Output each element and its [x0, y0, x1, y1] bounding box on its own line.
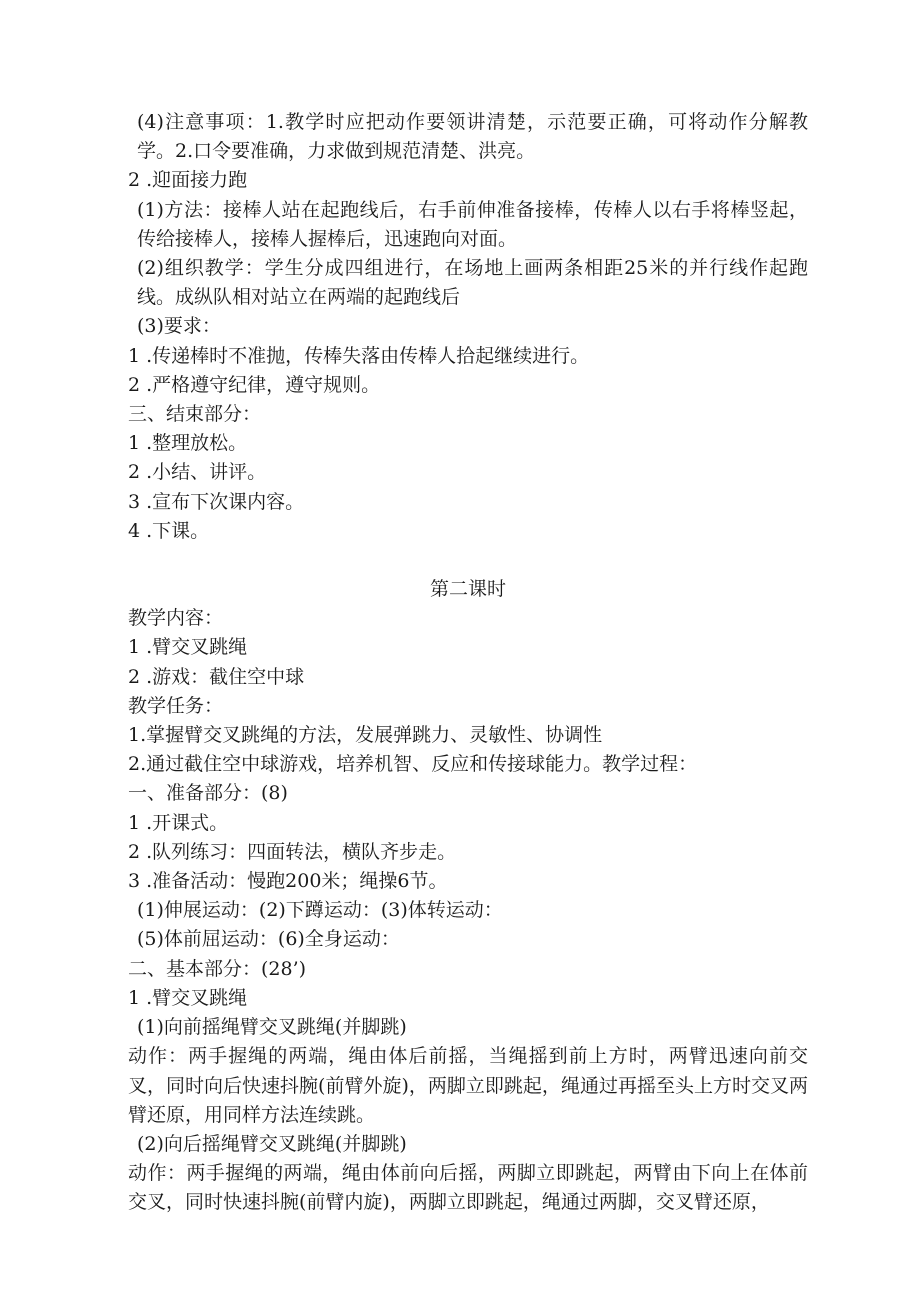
relay-requirements-heading: (3)要求：: [137, 315, 221, 338]
relay-organization-paragraph: (2)组织教学：学生分成四组进行，在场地上画两条相距25米的并行线作起跑线。成纵队相对站立在两端的起跑线后: [137, 257, 808, 309]
task-item: 2.通过截住空中球游戏，培养机智、反应和传接球能力。教学过程：: [128, 753, 698, 776]
exercise-subitems: (5)体前屈运动：(6)全身运动：: [137, 928, 400, 951]
relay-requirement-item: 2 .严格遵守纪律，遵守规则。: [128, 373, 381, 396]
content-item: 1 .臂交叉跳绳: [128, 636, 248, 659]
task-item: 1.掌握臂交叉跳绳的方法，发展弹跳力、灵敏性、协调性: [128, 724, 603, 747]
ending-item: 4 .下课。: [128, 519, 210, 542]
content-item: 2 .游戏：截住空中球: [128, 665, 305, 688]
forward-skip-action: 动作：两手握绳的两端，绳由体后前摇，当绳摇到前上方时，两臂迅速向前交叉，同时向后快速抖腕(前臂外旋)，两脚立即跳起，绳通过再摇至头上方时交叉两臂还原，用同样方法连续跳。: [128, 1045, 808, 1126]
forward-skip-heading: (1)向前摇绳臂交叉跳绳(并脚跳): [137, 1016, 407, 1039]
ending-section-heading: 三、结束部分：: [128, 403, 262, 426]
ending-item: 1 .整理放松。: [128, 432, 248, 455]
basic-item: 1 .臂交叉跳绳: [128, 986, 248, 1009]
task-heading: 教学任务：: [128, 694, 224, 717]
section-spacer: [128, 546, 808, 575]
ending-item: 2 .小结、讲评。: [128, 461, 267, 484]
notes-paragraph: (4)注意事项：1.教学时应把动作要领讲清楚，示范要正确，可将动作分解教学。2.口令要准确，力求做到规范清楚、洪亮。: [137, 111, 808, 163]
preparation-item: 2 .队列练习：四面转法，横队齐步走。: [128, 840, 457, 863]
lesson-title: 第二课时: [429, 578, 506, 601]
preparation-item: 3 .准备活动：慢跑200米；绳操6节。: [128, 870, 448, 893]
preparation-item: 1 .开课式。: [128, 811, 229, 834]
ending-item: 3 .宣布下次课内容。: [128, 490, 305, 513]
exercise-subitems: (1)伸展运动：(2)下蹲运动：(3)体转运动：: [137, 899, 503, 922]
content-heading: 教学内容：: [128, 607, 224, 630]
backward-skip-heading: (2)向后摇绳臂交叉跳绳(并脚跳): [137, 1132, 407, 1155]
backward-skip-action: 动作：两手握绳的两端，绳由体前向后摇，两脚立即跳起，两臂由下向上在体前交叉，同时快速抖腕(前臂内旋)，两脚立即跳起，绳通过两脚，交叉臂还原，: [128, 1162, 808, 1214]
relay-requirement-item: 1 .传递棒时不准抛，传棒失落由传棒人拾起继续进行。: [128, 344, 590, 367]
relay-method-paragraph: (1)方法：接棒人站在起跑线后，右手前伸准备接棒，传棒人以右手将棒竖起，传给接棒人，接棒人握棒后，迅速跑向对面。: [137, 198, 808, 250]
preparation-heading: 一、准备部分：(8): [128, 782, 288, 805]
basic-section-heading: 二、基本部分：(28’): [128, 957, 307, 980]
document-body: [128, 108, 808, 1218]
relay-heading: 2 .迎面接力跑: [128, 169, 248, 192]
